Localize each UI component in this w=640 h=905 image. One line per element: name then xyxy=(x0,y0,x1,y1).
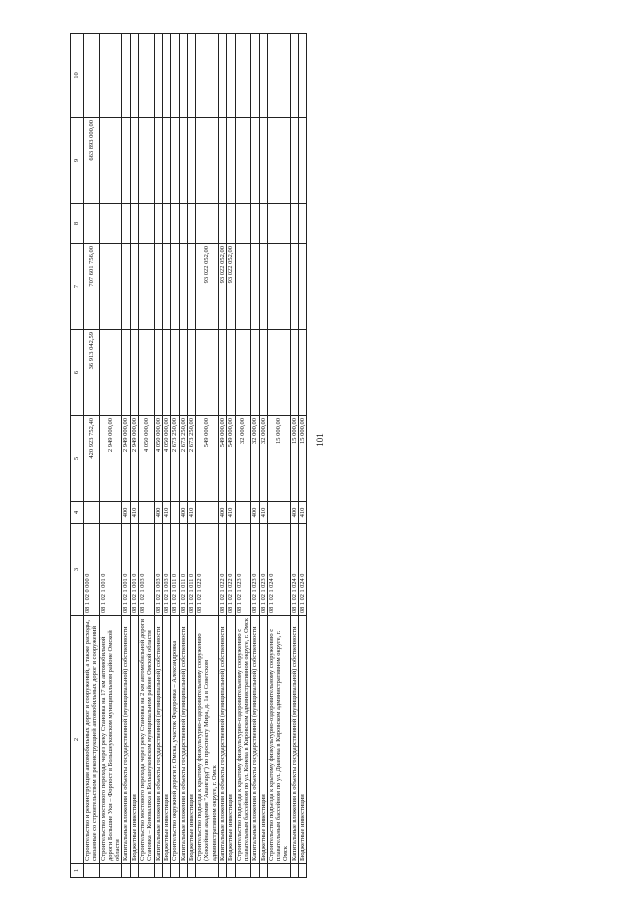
page-body xyxy=(70,34,572,878)
row-c9-cell xyxy=(139,118,155,204)
row-c9-cell xyxy=(290,118,298,204)
table-row xyxy=(290,34,298,878)
page-number: 101 xyxy=(315,433,325,447)
row-c6-cell xyxy=(99,330,122,416)
row-c8-cell xyxy=(171,204,179,244)
row-c9-cell xyxy=(187,118,195,204)
row-c7-cell xyxy=(235,244,251,330)
row-c10-cell xyxy=(162,34,170,118)
row-c6-cell xyxy=(259,330,267,416)
row-c9-cell xyxy=(122,118,130,204)
row-c4-cell xyxy=(99,502,122,524)
row-c8-cell xyxy=(130,204,138,244)
row-index-cell xyxy=(162,864,170,878)
row-c4-cell: 410 xyxy=(227,502,235,524)
row-c7-cell: 707 601 756,00 xyxy=(84,244,100,330)
column-header: 2 xyxy=(71,616,84,864)
row-c4-cell: 400 xyxy=(251,502,259,524)
row-c5-cell: 4 050 000,00 xyxy=(154,416,162,502)
table-row xyxy=(196,34,219,878)
row-c6-cell xyxy=(122,330,130,416)
row-index-cell xyxy=(219,864,227,878)
row-c6-cell xyxy=(290,330,298,416)
row-c5-cell: 2 949 000,00 xyxy=(99,416,122,502)
row-c7-cell xyxy=(267,244,290,330)
row-c5-cell: 549 000,00 xyxy=(219,416,227,502)
row-c4-cell xyxy=(235,502,251,524)
row-name-cell: Строительство подъезда к крытому физкультурно-оздоровительному сооружению с плавательным бассейном по ул. Дианова в Кировском административном округе, г. Омск xyxy=(267,616,290,864)
row-index-cell xyxy=(235,864,251,878)
row-c8-cell xyxy=(219,204,227,244)
row-code-cell: 08 1 02 1 003 0 xyxy=(162,524,170,616)
budget-table-container xyxy=(70,34,572,878)
row-c8-cell xyxy=(299,204,307,244)
row-c9-cell xyxy=(130,118,138,204)
row-c6-cell xyxy=(235,330,251,416)
table-row xyxy=(162,34,170,878)
row-c7-cell xyxy=(154,244,162,330)
row-c6-cell xyxy=(179,330,187,416)
row-c7-cell xyxy=(251,244,259,330)
row-c8-cell xyxy=(122,204,130,244)
row-c9-cell: 663 893 000,00 xyxy=(84,118,100,204)
row-c10-cell xyxy=(154,34,162,118)
table-row xyxy=(267,34,290,878)
column-header: 6 xyxy=(71,330,84,416)
row-c5-cell: 4 050 000,00 xyxy=(162,416,170,502)
row-name-cell: Бюджетные инвестиции xyxy=(162,616,170,864)
row-c6-cell xyxy=(130,330,138,416)
row-code-cell: 08 1 02 1 001 0 xyxy=(99,524,122,616)
table-row xyxy=(139,34,155,878)
column-header: 7 xyxy=(71,244,84,330)
row-c7-cell: 93 022 052,00 xyxy=(227,244,235,330)
row-c8-cell xyxy=(162,204,170,244)
row-index-cell xyxy=(179,864,187,878)
table-row xyxy=(99,34,122,878)
row-c6-cell xyxy=(299,330,307,416)
row-c9-cell xyxy=(99,118,122,204)
row-index-cell xyxy=(290,864,298,878)
row-c10-cell xyxy=(187,34,195,118)
row-index-cell xyxy=(130,864,138,878)
table-row xyxy=(187,34,195,878)
row-c9-cell xyxy=(259,118,267,204)
row-c9-cell xyxy=(267,118,290,204)
row-c10-cell xyxy=(227,34,235,118)
row-code-cell: 08 1 02 1 011 0 xyxy=(187,524,195,616)
row-c10-cell xyxy=(84,34,100,118)
row-name-cell: Строительство окружной дороги г. Омска, участок Федоровка – Александровка xyxy=(171,616,179,864)
row-c5-cell: 32 000,00 xyxy=(259,416,267,502)
table-row xyxy=(179,34,187,878)
row-c8-cell xyxy=(187,204,195,244)
row-c5-cell: 15 000,00 xyxy=(290,416,298,502)
row-c4-cell: 410 xyxy=(187,502,195,524)
table-row xyxy=(130,34,138,878)
row-c10-cell xyxy=(299,34,307,118)
row-c8-cell xyxy=(196,204,219,244)
row-c4-cell: 410 xyxy=(130,502,138,524)
row-name-cell: Бюджетные инвестиции xyxy=(299,616,307,864)
row-c8-cell xyxy=(139,204,155,244)
budget-table xyxy=(70,33,307,878)
column-header: 8 xyxy=(71,204,84,244)
row-code-cell: 08 1 02 1 024 0 xyxy=(290,524,298,616)
row-code-cell: 08 1 02 1 001 0 xyxy=(122,524,130,616)
row-c10-cell xyxy=(259,34,267,118)
row-c8-cell xyxy=(99,204,122,244)
row-name-cell: Капитальные вложения в объекты государственной (муниципальной) собственности xyxy=(122,616,130,864)
table-row xyxy=(235,34,251,878)
row-c10-cell xyxy=(196,34,219,118)
row-c7-cell xyxy=(99,244,122,330)
table-row xyxy=(84,34,100,878)
row-code-cell: 08 1 02 1 011 0 xyxy=(171,524,179,616)
row-c7-cell xyxy=(130,244,138,330)
row-c10-cell xyxy=(267,34,290,118)
row-c6-cell: 36 913 042,59 xyxy=(84,330,100,416)
row-name-cell: Строительство мостового перехода через реку Становка на 2 км автомобильной дороги Становка – Коновалиха в Большеуковском муниципальном районе Омской области xyxy=(139,616,155,864)
row-c7-cell xyxy=(290,244,298,330)
row-c7-cell xyxy=(139,244,155,330)
table-row xyxy=(259,34,267,878)
row-c9-cell xyxy=(162,118,170,204)
row-name-cell: Строительство подъезда к крытому физкультурно-оздоровительному сооружению (Хоккейная академия "Авангард") по проспекту Мира, д. 1а в Советском административном округе, г. Омск xyxy=(196,616,219,864)
row-index-cell xyxy=(251,864,259,878)
row-code-cell: 08 1 02 1 023 0 xyxy=(235,524,251,616)
row-c5-cell: 15 000,00 xyxy=(299,416,307,502)
row-c5-cell: 420 923 752,40 xyxy=(84,416,100,502)
row-c10-cell xyxy=(290,34,298,118)
row-c6-cell xyxy=(196,330,219,416)
row-c7-cell xyxy=(122,244,130,330)
row-c6-cell xyxy=(251,330,259,416)
row-c9-cell xyxy=(179,118,187,204)
row-name-cell: Капитальные вложения в объекты государственной (муниципальной) собственности xyxy=(219,616,227,864)
row-c9-cell xyxy=(235,118,251,204)
row-c7-cell xyxy=(162,244,170,330)
table-body xyxy=(84,34,307,878)
row-index-cell xyxy=(84,864,100,878)
row-index-cell xyxy=(122,864,130,878)
row-c4-cell xyxy=(267,502,290,524)
row-c4-cell xyxy=(196,502,219,524)
column-header: 4 xyxy=(71,502,84,524)
row-c7-cell xyxy=(187,244,195,330)
row-name-cell: Строительство мостового перехода через реку Становка на 17 км автомобильной дороги Большие Уки – Форпост в Большеуковском муниципальном районе Омской области xyxy=(99,616,122,864)
row-c5-cell: 2 673 250,00 xyxy=(179,416,187,502)
row-name-cell: Строительство подъезда к крытому физкультурно-оздоровительному сооружению с плавательным бассейном по ул. Конева в Кировском административном округе, г. Омск xyxy=(235,616,251,864)
row-name-cell: Бюджетные инвестиции xyxy=(187,616,195,864)
table-row xyxy=(227,34,235,878)
row-c4-cell xyxy=(171,502,179,524)
row-c4-cell: 410 xyxy=(259,502,267,524)
table-row xyxy=(154,34,162,878)
row-c7-cell xyxy=(171,244,179,330)
row-code-cell: 08 1 02 1 003 0 xyxy=(139,524,155,616)
row-c7-cell xyxy=(299,244,307,330)
row-name-cell: Строительство и реконструкция автомобильных дорог и сооружений, а также расходы, связанные со строительством и реконструкцией автомобильных дорог и сооружений xyxy=(84,616,100,864)
row-c8-cell xyxy=(179,204,187,244)
row-index-cell xyxy=(299,864,307,878)
row-c9-cell xyxy=(299,118,307,204)
row-c10-cell xyxy=(179,34,187,118)
row-c10-cell xyxy=(130,34,138,118)
row-c4-cell xyxy=(84,502,100,524)
row-c9-cell xyxy=(227,118,235,204)
table-row xyxy=(171,34,179,878)
row-index-cell xyxy=(259,864,267,878)
row-c10-cell xyxy=(235,34,251,118)
row-c4-cell xyxy=(139,502,155,524)
row-c9-cell xyxy=(219,118,227,204)
column-header: 1 xyxy=(71,864,84,878)
row-index-cell xyxy=(196,864,219,878)
row-c5-cell: 4 050 000,00 xyxy=(139,416,155,502)
row-index-cell xyxy=(187,864,195,878)
column-header: 5 xyxy=(71,416,84,502)
row-c4-cell: 410 xyxy=(162,502,170,524)
table-row xyxy=(251,34,259,878)
row-c5-cell: 2 673 250,00 xyxy=(171,416,179,502)
row-c6-cell xyxy=(219,330,227,416)
row-c5-cell: 2 949 000,00 xyxy=(122,416,130,502)
row-c4-cell: 400 xyxy=(122,502,130,524)
row-code-cell: 08 1 02 1 011 0 xyxy=(179,524,187,616)
row-c8-cell xyxy=(267,204,290,244)
row-name-cell: Капитальные вложения в объекты государственной (муниципальной) собственности xyxy=(290,616,298,864)
row-c8-cell xyxy=(259,204,267,244)
row-c8-cell xyxy=(227,204,235,244)
row-c6-cell xyxy=(162,330,170,416)
row-c6-cell xyxy=(227,330,235,416)
row-c6-cell xyxy=(187,330,195,416)
row-c10-cell xyxy=(99,34,122,118)
row-index-cell xyxy=(154,864,162,878)
header-row xyxy=(71,34,84,878)
column-header: 3 xyxy=(71,524,84,616)
row-name-cell: Капитальные вложения в объекты государственной (муниципальной) собственности xyxy=(251,616,259,864)
row-c8-cell xyxy=(235,204,251,244)
row-code-cell: 08 1 02 1 022 0 xyxy=(196,524,219,616)
row-index-cell xyxy=(139,864,155,878)
row-name-cell: Бюджетные инвестиции xyxy=(130,616,138,864)
row-c4-cell: 400 xyxy=(179,502,187,524)
row-code-cell: 08 1 02 1 024 0 xyxy=(299,524,307,616)
row-c6-cell xyxy=(139,330,155,416)
row-c6-cell xyxy=(171,330,179,416)
row-c7-cell: 93 022 052,00 xyxy=(219,244,227,330)
row-c7-cell xyxy=(259,244,267,330)
row-c10-cell xyxy=(171,34,179,118)
row-code-cell: 08 1 02 1 022 0 xyxy=(219,524,227,616)
row-c6-cell xyxy=(267,330,290,416)
row-c9-cell xyxy=(251,118,259,204)
row-c8-cell xyxy=(290,204,298,244)
row-index-cell xyxy=(267,864,290,878)
row-c5-cell: 32 000,00 xyxy=(251,416,259,502)
row-c5-cell: 549 000,00 xyxy=(227,416,235,502)
row-c10-cell xyxy=(122,34,130,118)
row-code-cell: 08 1 02 1 023 0 xyxy=(259,524,267,616)
row-index-cell xyxy=(227,864,235,878)
row-name-cell: Капитальные вложения в объекты государственной (муниципальной) собственности xyxy=(179,616,187,864)
row-c8-cell xyxy=(154,204,162,244)
row-code-cell: 08 1 02 1 023 0 xyxy=(251,524,259,616)
column-header: 10 xyxy=(71,34,84,118)
row-c10-cell xyxy=(139,34,155,118)
row-c7-cell: 93 022 052,00 xyxy=(196,244,219,330)
row-c10-cell xyxy=(251,34,259,118)
row-c5-cell: 15 000,00 xyxy=(267,416,290,502)
row-index-cell xyxy=(171,864,179,878)
row-c5-cell: 549 000,00 xyxy=(196,416,219,502)
row-c4-cell: 410 xyxy=(299,502,307,524)
row-code-cell: 08 1 02 1 022 0 xyxy=(227,524,235,616)
row-name-cell: Капитальные вложения в объекты государственной (муниципальной) собственности xyxy=(154,616,162,864)
table-row xyxy=(219,34,227,878)
table-row xyxy=(299,34,307,878)
row-c5-cell: 2 673 250,00 xyxy=(187,416,195,502)
row-c9-cell xyxy=(196,118,219,204)
row-c4-cell: 400 xyxy=(219,502,227,524)
row-c4-cell: 400 xyxy=(154,502,162,524)
row-name-cell: Бюджетные инвестиции xyxy=(259,616,267,864)
row-name-cell: Бюджетные инвестиции xyxy=(227,616,235,864)
row-index-cell xyxy=(99,864,122,878)
row-c5-cell: 32 000,00 xyxy=(235,416,251,502)
row-c5-cell: 2 949 000,00 xyxy=(130,416,138,502)
row-code-cell: 08 1 02 0 000 0 xyxy=(84,524,100,616)
row-c10-cell xyxy=(219,34,227,118)
row-c8-cell xyxy=(251,204,259,244)
row-code-cell: 08 1 02 1 024 0 xyxy=(267,524,290,616)
row-c4-cell: 400 xyxy=(290,502,298,524)
row-c8-cell xyxy=(84,204,100,244)
row-c9-cell xyxy=(171,118,179,204)
row-code-cell: 08 1 02 1 001 0 xyxy=(130,524,138,616)
column-header: 9 xyxy=(71,118,84,204)
row-c7-cell xyxy=(179,244,187,330)
row-c6-cell xyxy=(154,330,162,416)
row-c9-cell xyxy=(154,118,162,204)
row-code-cell: 08 1 02 1 003 0 xyxy=(154,524,162,616)
table-row xyxy=(122,34,130,878)
